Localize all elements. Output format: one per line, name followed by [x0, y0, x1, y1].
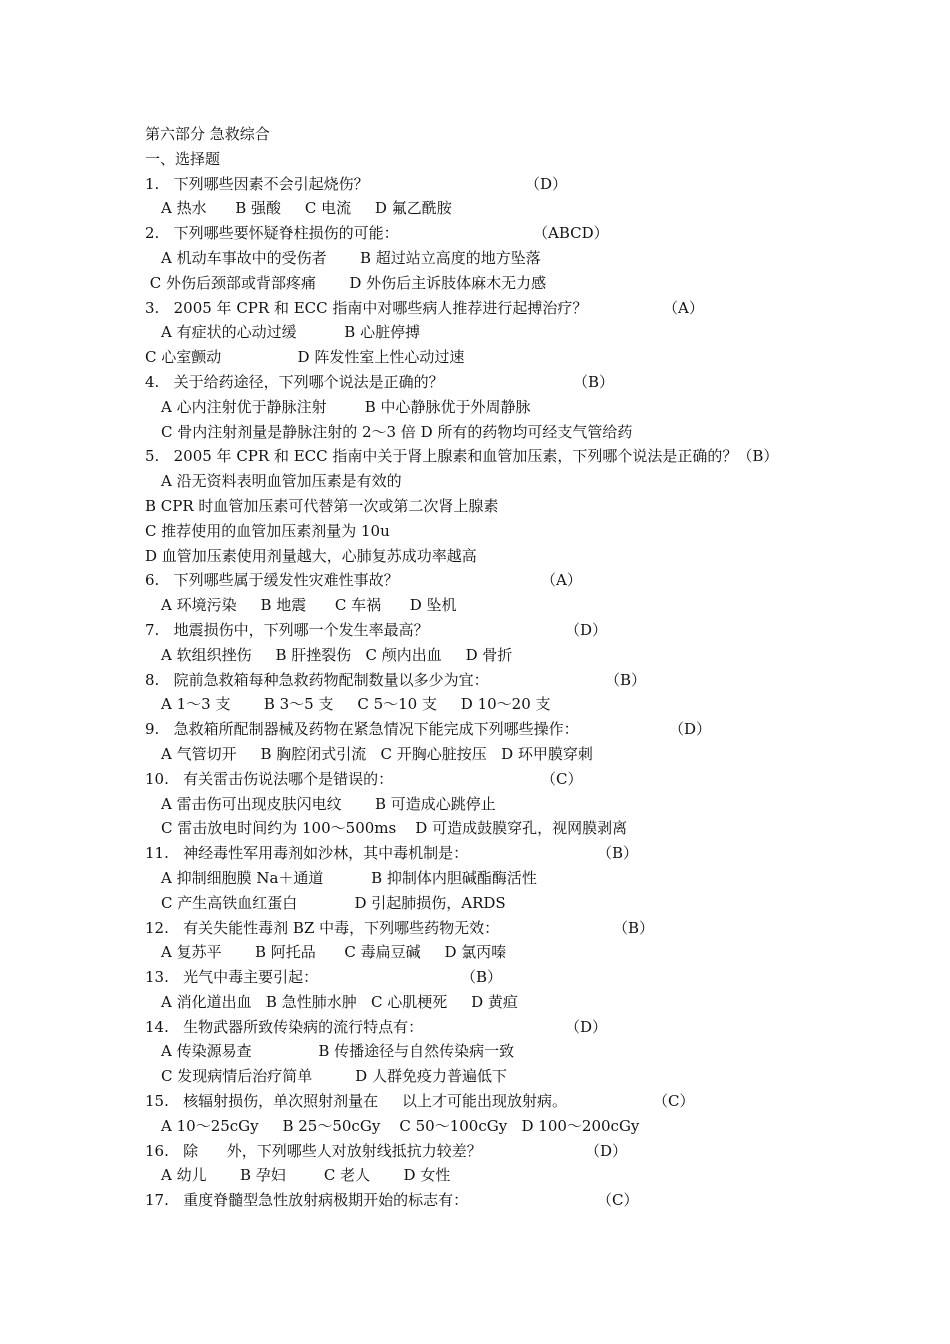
text-line [145, 990, 845, 1015]
answer-key: （ABCD） [533, 224, 609, 243]
text-line [145, 618, 845, 643]
text-line [145, 172, 845, 197]
text-line [145, 816, 845, 841]
text-line [145, 742, 845, 767]
text-line [145, 395, 845, 420]
text-line [145, 320, 845, 345]
answer-key: （D） [585, 1141, 628, 1160]
line-text: 9. 急救箱所配制器械及药物在紧急情况下能完成下列哪些操作： [145, 720, 579, 739]
line-text: A 10～25cGy B 25～50cGy C 50～100cGy D 100～200cGy [161, 1116, 640, 1135]
text-line [145, 692, 845, 717]
line-text: 7. 地震损伤中，下列哪一个发生率最高？ [145, 620, 429, 639]
text-line [145, 668, 845, 693]
text-line [145, 792, 845, 817]
section-heading: 一、选择题 [145, 149, 221, 168]
line-text: A 机动车事故中的受伤者 B 超过站立高度的地方坠落 [161, 248, 541, 267]
line-text: A 沿无资料表明血管加压素是有效的 [161, 472, 402, 491]
answer-key: （D） [669, 720, 712, 739]
text-line [145, 370, 845, 395]
line-text: 13. 光气中毒主要引起： [145, 968, 319, 987]
text-line [145, 544, 845, 569]
line-text: D 血管加压素使用剂量越大，心肺复苏成功率越高 [145, 546, 477, 565]
line-text: A 气管切开 B 胸腔闭式引流 C 开胸心脏按压 D 环甲膜穿刺 [161, 744, 593, 763]
line-text: 16. 除 外，下列哪些人对放射线抵抗力较差？ [145, 1141, 482, 1160]
text-line [145, 866, 845, 891]
line-text: A 环境污染 B 地震 C 车祸 D 坠机 [161, 596, 457, 615]
text-line [145, 891, 845, 916]
text-line [145, 568, 845, 593]
line-text: 2. 下列哪些要怀疑脊柱损伤的可能： [145, 224, 399, 243]
line-text: A 消化道出血 B 急性肺水肿 C 心肌梗死 D 黄疸 [161, 992, 518, 1011]
line-text: C 发现病情后治疗简单 D 人群免疫力普遍低下 [161, 1067, 507, 1086]
line-text: 6. 下列哪些属于缓发性灾难性事故？ [145, 571, 399, 590]
line-text: A 1～3 支 B 3～5 支 C 5～10 支 D 10～20 支 [161, 695, 551, 714]
answer-key: （D） [565, 1017, 608, 1036]
text-line [145, 1089, 845, 1114]
line-text: C 推荐使用的血管加压素剂量为 10u [145, 521, 390, 540]
line-text: C 雷击放电时间约为 100～500ms D 可造成鼓膜穿孔，视网膜剥离 [161, 819, 628, 838]
answer-key: （B） [573, 372, 615, 391]
line-text: 1. 下列哪些因素不会引起烧伤？ [145, 174, 369, 193]
line-text: A 抑制细胞膜 Na＋通道 B 抑制体内胆碱酯酶活性 [161, 868, 537, 887]
answer-key: （C） [597, 1191, 639, 1210]
document-title: 第六部分 急救综合 [145, 125, 270, 143]
answer-key: （D） [525, 174, 568, 193]
line-text: A 传染源易查 B 传播途径与自然传染病一致 [161, 1042, 515, 1061]
text-line [145, 246, 845, 271]
answer-key: （C） [541, 769, 583, 788]
text-line [145, 420, 845, 445]
text-line [145, 1039, 845, 1064]
text-line [145, 469, 845, 494]
text-line [145, 940, 845, 965]
text-line [145, 643, 845, 668]
line-text: C 心室颤动 D 阵发性室上性心动过速 [145, 348, 465, 367]
text-line [145, 1163, 845, 1188]
line-text: 14. 生物武器所致传染病的流行特点有： [145, 1017, 424, 1036]
answer-key: （B） [605, 670, 647, 689]
answer-key: （B） [597, 844, 639, 863]
text-line [145, 196, 845, 221]
line-text: A 心内注射优于静脉注射 B 中心静脉优于外周静脉 [161, 397, 531, 416]
text-line [145, 1139, 845, 1164]
text-line [145, 271, 845, 296]
text-line [145, 593, 845, 618]
line-text: 11. 神经毒性军用毒剂如沙林，其中毒机制是： [145, 844, 469, 863]
text-line [145, 767, 845, 792]
line-text: 15. 核辐射损伤，单次照射剂量在 以上才可能出现放射病。 [145, 1092, 568, 1111]
text-line [145, 841, 845, 866]
line-text: A 软组织挫伤 B 肝挫裂伤 C 颅内出血 D 骨折 [161, 645, 513, 664]
text-line [145, 717, 845, 742]
line-text: 12. 有关失能性毒剂 BZ 中毒，下列哪些药物无效： [145, 918, 500, 937]
line-text: A 热水 B 强酸 C 电流 D 氟乙酰胺 [161, 199, 452, 218]
text-line [145, 965, 845, 990]
line-text: A 复苏平 B 阿托品 C 毒扁豆碱 D 氯丙嗪 [161, 943, 507, 962]
document-body [145, 122, 845, 1213]
text-line [145, 1188, 845, 1213]
answer-key: （A） [663, 298, 704, 317]
text-line [145, 221, 845, 246]
question-list [145, 172, 845, 1213]
answer-key: （A） [541, 571, 582, 590]
line-text: A 幼儿 B 孕妇 C 老人 D 女性 [161, 1166, 451, 1185]
line-text: C 骨内注射剂量是静脉注射的 2～3 倍 D 所有的药物均可经支气管给药 [161, 422, 633, 441]
line-text: A 雷击伤可出现皮肤闪电纹 B 可造成心跳停止 [161, 794, 496, 813]
text-line [145, 1064, 845, 1089]
answer-key: （C） [653, 1092, 695, 1111]
line-text: B CPR 时血管加压素可代替第一次或第二次肾上腺素 [145, 496, 499, 515]
answer-key: （D） [565, 620, 608, 639]
line-text: 17. 重度脊髓型急性放射病极期开始的标志有： [145, 1191, 469, 1210]
line-text: 5. 2005 年 CPR 和 ECC 指南中关于肾上腺素和血管加压素，下列哪个说法是正确的？（B） [145, 447, 779, 466]
text-line [145, 444, 845, 469]
text-line [145, 345, 845, 370]
answer-key: （B） [613, 918, 655, 937]
text-line [145, 519, 845, 544]
text-line [145, 494, 845, 519]
line-text: 3. 2005 年 CPR 和 ECC 指南中对哪些病人推荐进行起搏治疗？ [145, 298, 588, 317]
line-text: 8. 院前急救箱每种急救药物配制数量以多少为宜： [145, 670, 489, 689]
text-line [145, 296, 845, 321]
line-text: A 有症状的心动过缓 B 心脏停搏 [161, 323, 421, 342]
text-line [145, 916, 845, 941]
text-line [145, 1015, 845, 1040]
line-text: C 产生高铁血红蛋白 D 引起肺损伤，ARDS [161, 893, 506, 912]
line-text: 4. 关于给药途径，下列哪个说法是正确的？ [145, 372, 444, 391]
line-text: 10. 有关雷击伤说法哪个是错误的： [145, 769, 394, 788]
line-text: C 外伤后颈部或背部疼痛 D 外伤后主诉肢体麻木无力感 [145, 273, 547, 292]
answer-key: （B） [461, 968, 503, 987]
text-line [145, 1114, 845, 1139]
